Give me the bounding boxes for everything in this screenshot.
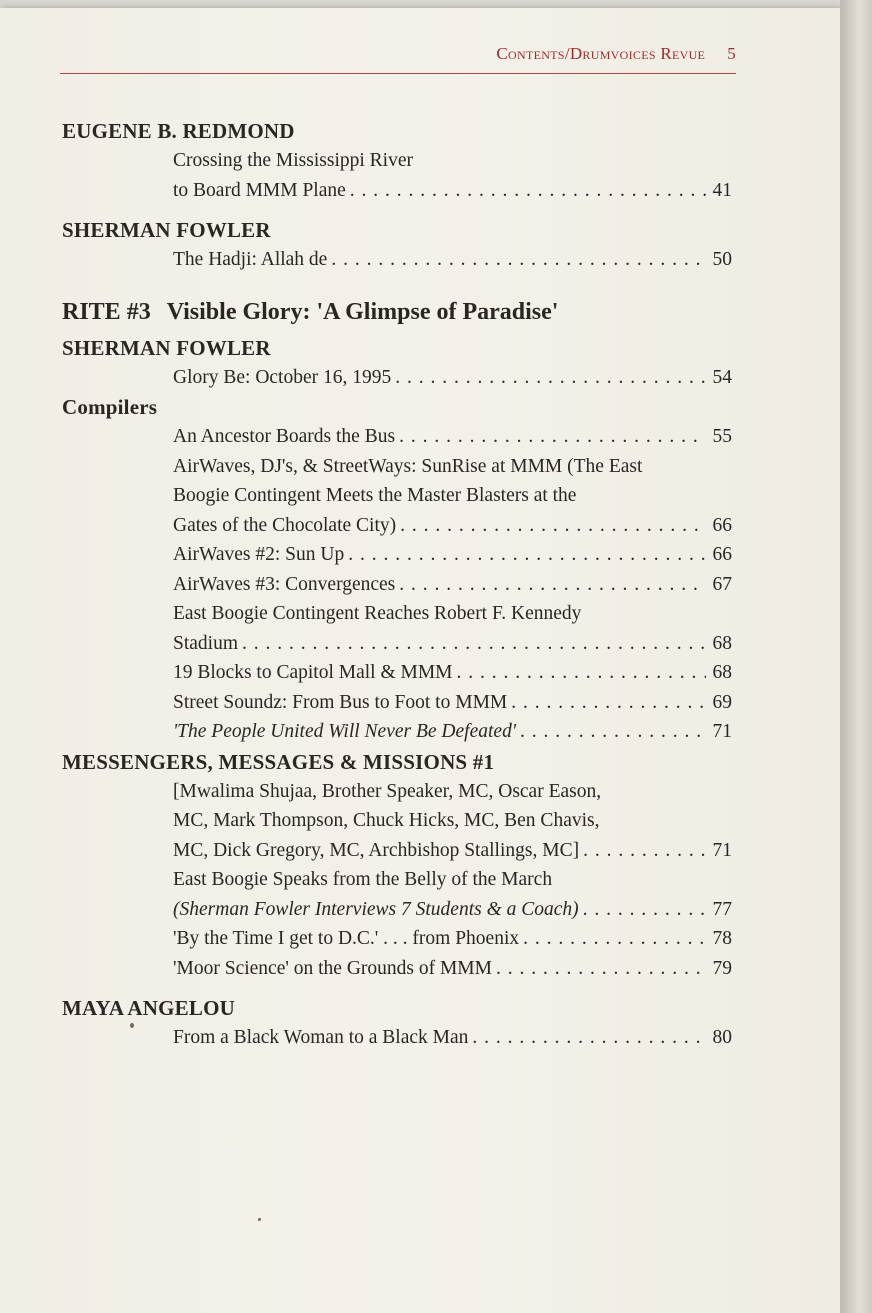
toc-page-number: 68 [712, 632, 732, 654]
toc-page-number: 41 [712, 179, 732, 201]
dot-leader [348, 540, 706, 570]
toc-entry[interactable] [173, 717, 732, 747]
book-page [0, 8, 840, 1313]
toc-page-number: 67 [712, 573, 732, 595]
toc-page-number: 68 [712, 662, 732, 683]
page-number: 5 [727, 44, 736, 63]
dot-leader [395, 363, 706, 393]
toc-entry-line: East Boogie Contingent Reaches Robert F. Kennedy [173, 603, 582, 624]
section-gap [62, 205, 732, 215]
toc-part-rite [62, 333, 732, 1063]
dot-leader [496, 954, 706, 984]
dot-leader [331, 245, 706, 275]
toc-entry[interactable] [173, 954, 732, 984]
dot-leader [520, 717, 706, 747]
toc-entry-line: AirWaves, DJ's, & StreetWays: SunRise at MMM (The East [173, 455, 643, 477]
toc-entry[interactable] [173, 146, 732, 205]
dot-leader [400, 511, 706, 541]
toc-author: Compilers [62, 395, 158, 419]
dot-leader [583, 895, 706, 925]
dot-leader [583, 836, 706, 866]
toc-page-number: 71 [712, 721, 732, 742]
section-gap [62, 1053, 732, 1063]
toc-entry[interactable] [173, 245, 732, 275]
dot-leader [350, 176, 706, 206]
toc-entry[interactable] [173, 540, 732, 570]
toc-part-before-rite [62, 116, 732, 285]
toc-entry-title: to Board MMM Plane [173, 179, 346, 201]
toc-entry-line: MC, Mark Thompson, Chuck Hicks, MC, Ben Chavis, [173, 810, 600, 831]
toc-page-number: 80 [712, 1027, 732, 1048]
running-head-title: Contents/Drumvoices Revue [496, 44, 706, 63]
toc-entry[interactable] [173, 658, 732, 688]
toc-entry-title: Stadium [173, 632, 239, 654]
dot-leader [457, 658, 706, 688]
toc-entry[interactable] [173, 777, 732, 866]
toc-page-number: 79 [712, 957, 732, 979]
toc-entry[interactable] [173, 422, 732, 452]
toc-entry-title: 'Moor Science' on the Grounds of MMM [173, 957, 492, 979]
toc-entry-title: AirWaves #3: Convergences [173, 573, 396, 595]
toc-entry-line: [Mwalima Shujaa, Brother Speaker, MC, Oscar Eason, [173, 780, 602, 802]
toc-entry[interactable] [173, 570, 732, 600]
toc-entry-title: Street Soundz: From Bus to Foot to MMM [173, 691, 508, 713]
toc-entry-line: Crossing the Mississippi River [173, 150, 413, 171]
toc-page-number: 69 [712, 691, 732, 713]
toc-page-number: 66 [712, 544, 732, 565]
ink-speck [130, 1023, 134, 1028]
toc-entry-title: AirWaves #2: Sun Up [173, 544, 345, 565]
toc-entry[interactable] [173, 688, 732, 718]
toc-entry-title: 19 Blocks to Capitol Mall & MMM [173, 662, 453, 683]
header-rule [60, 73, 736, 74]
toc-entry-title: 'By the Time I get to D.C.' . . . from Phoenix [173, 928, 520, 949]
toc-entry-title: 'The People United Will Never Be Defeated' [173, 721, 516, 742]
dot-leader [472, 1023, 706, 1053]
toc-page-number: 50 [712, 249, 732, 270]
section-gap [62, 275, 732, 285]
toc-page-number: 78 [712, 928, 732, 949]
section-gap [62, 983, 732, 993]
ink-speck [258, 1218, 261, 1221]
toc-entry-title: An Ancestor Boards the Bus [173, 426, 396, 447]
rite-number: RITE #3 [62, 298, 151, 325]
toc-entry-title: Gates of the Chocolate City) [173, 514, 397, 536]
toc-page-number: 71 [712, 839, 732, 861]
toc-entry[interactable] [173, 363, 732, 393]
toc-author: MESSENGERS, MESSAGES & MISSIONS #1 [62, 749, 495, 774]
toc-entry-title: From a Black Woman to a Black Man [173, 1027, 469, 1048]
toc-entry-title: The Hadji: Allah de [173, 249, 328, 270]
toc-entry[interactable] [173, 452, 732, 541]
toc-entry[interactable] [173, 865, 732, 924]
rite-heading [62, 295, 732, 329]
toc-author: EUGENE B. REDMOND [62, 119, 295, 143]
toc-entry[interactable] [173, 1023, 732, 1053]
running-head [60, 44, 736, 64]
dot-leader [399, 570, 706, 600]
dot-leader [511, 688, 706, 718]
dot-leader [242, 629, 706, 659]
toc-entry-title: MC, Dick Gregory, MC, Archbishop Stallings, MC] [173, 839, 580, 861]
toc-author: SHERMAN FOWLER [62, 335, 271, 360]
toc-page-number: 77 [712, 898, 732, 920]
toc-page-number: 55 [712, 426, 732, 447]
table-of-contents [62, 116, 732, 1063]
toc-entry[interactable] [173, 599, 732, 658]
toc-page-number: 66 [712, 514, 732, 536]
toc-entry-line: Boogie Contingent Meets the Master Blasters at the [173, 485, 577, 506]
toc-author: MAYA ANGELOU [62, 996, 235, 1020]
dot-leader [399, 422, 706, 452]
dot-leader [523, 924, 706, 954]
page-edge [840, 0, 872, 1313]
toc-entry-title: (Sherman Fowler Interviews 7 Students & a Coach) [173, 898, 579, 920]
toc-author: SHERMAN FOWLER [62, 218, 271, 242]
toc-entry-line: East Boogie Speaks from the Belly of the March [173, 869, 553, 890]
toc-entry-title: Glory Be: October 16, 1995 [173, 366, 392, 388]
toc-entry[interactable] [173, 924, 732, 954]
rite-title: Visible Glory: 'A Glimpse of Paradise' [166, 298, 559, 325]
toc-page-number: 54 [712, 366, 732, 388]
